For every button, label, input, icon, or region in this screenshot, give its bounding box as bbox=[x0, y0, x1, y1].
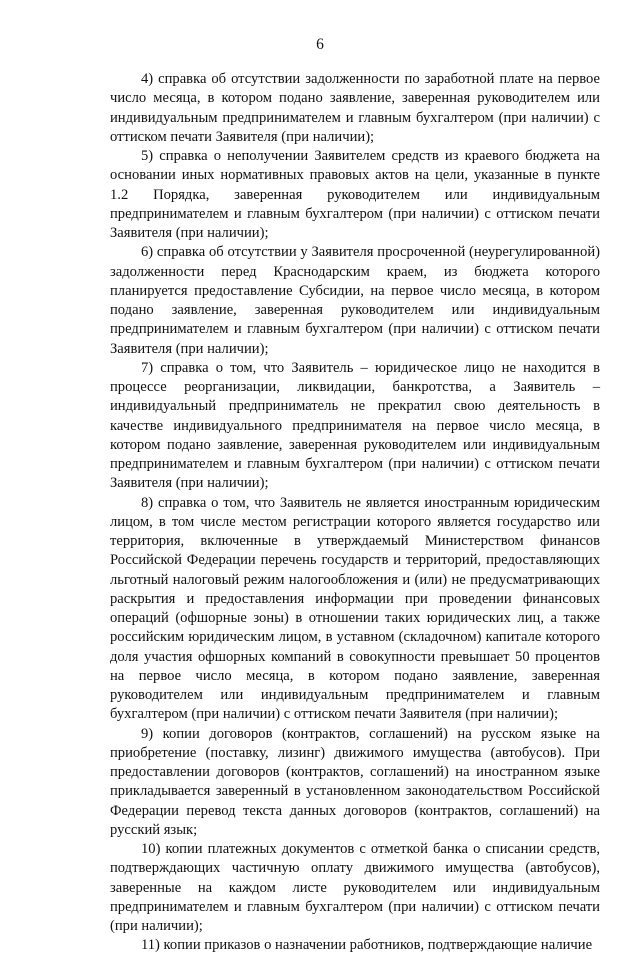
paragraph-item-4: 4) справка об отсутствии задолженности по заработной плате на первое число месяца, в котором подано заявление, заверенная руководителем или индивидуальным предпринимателем и главным бухгалтером (при наличии) с оттиском печати Заявителя (при наличии); bbox=[110, 71, 600, 145]
paragraph-item-8: 8) справка о том, что Заявитель не является иностранным юридическим лицом, в том числе местом регистрации которого является государство или территория, включенные в утверждаемый Министерством финансов Российской Федерации перечень государств и территорий, предоставляющих льготный налоговый режим налогообложения и (или) не предусматривающих раскрытия и предоставления информации при проведении финансовых операций (офшорные зоны) в отношении таких юридических лиц, а также российским юридическим лицом, в уставном (складочном) капитале которого доля участия офшорных компаний в совокупности превышает 50 процентов на первое число месяца, в котором подано заявление, заверенная руководителем или индивидуальным предпринимателем и главным бухгалтером (при наличии) с оттиском печати Заявителя (при наличии); bbox=[110, 494, 600, 723]
paragraph-item-5: 5) справка о неполучении Заявителем средств из краевого бюджета на основании иных нормативных правовых актов на цели, указанные в пункте 1.2 Порядка, заверенная руководителем или индивидуальным предпринимателем и главным бухгалтером (при наличии) с оттиском печати Заявителя (при наличии); bbox=[110, 148, 600, 241]
paragraph-item-10: 10) копии платежных документов с отметкой банка о списании средств, подтверждающих частичную оплату движимого имущества (автобусов), заверенные на каждом листе руководителем или индивидуальным предпринимателем и главным бухгалтером (при наличии) с оттиском печати (при наличии); bbox=[110, 841, 600, 934]
document-body bbox=[110, 70, 600, 956]
paragraph-item-11: 11) копии приказов о назначении работников, подтверждающие наличие bbox=[141, 937, 593, 954]
paragraph-item-6: 6) справка об отсутствии у Заявителя просроченной (неурегулированной) задолженности перед Краснодарским краем, из бюджета которого планируется предоставление Субсидии, на первое число месяца, в котором подано заявление, заверенная руководителем или индивидуальным предпринимателем и главным бухгалтером (при наличии) с оттиском печати Заявителя (при наличии); bbox=[110, 244, 600, 357]
page-number: 6 bbox=[316, 36, 324, 53]
paragraph-item-9: 9) копии договоров (контрактов, соглашений) на русском языке на приобретение (поставку, лизинг) движимого имущества (автобусов). При предоставлении договоров (контрактов, соглашений) на иностранном языке прикладывается заверенный в установленном законодательством Российской Федерации перевод текста данных договоров (контрактов, соглашений) на русский язык; bbox=[110, 725, 600, 838]
paragraph-item-7: 7) справка о том, что Заявитель – юридическое лицо не находится в процессе реорганизации, ликвидации, банкротства, а Заявитель – индивидуальный предприниматель не прекратил свою деятельность в качестве индивидуального предпринимателя на первое число месяца, в котором подано заявление, заверенная руководителем или индивидуальным предпринимателем и главным бухгалтером (при наличии) с оттиском печати Заявителя (при наличии); bbox=[110, 359, 600, 492]
